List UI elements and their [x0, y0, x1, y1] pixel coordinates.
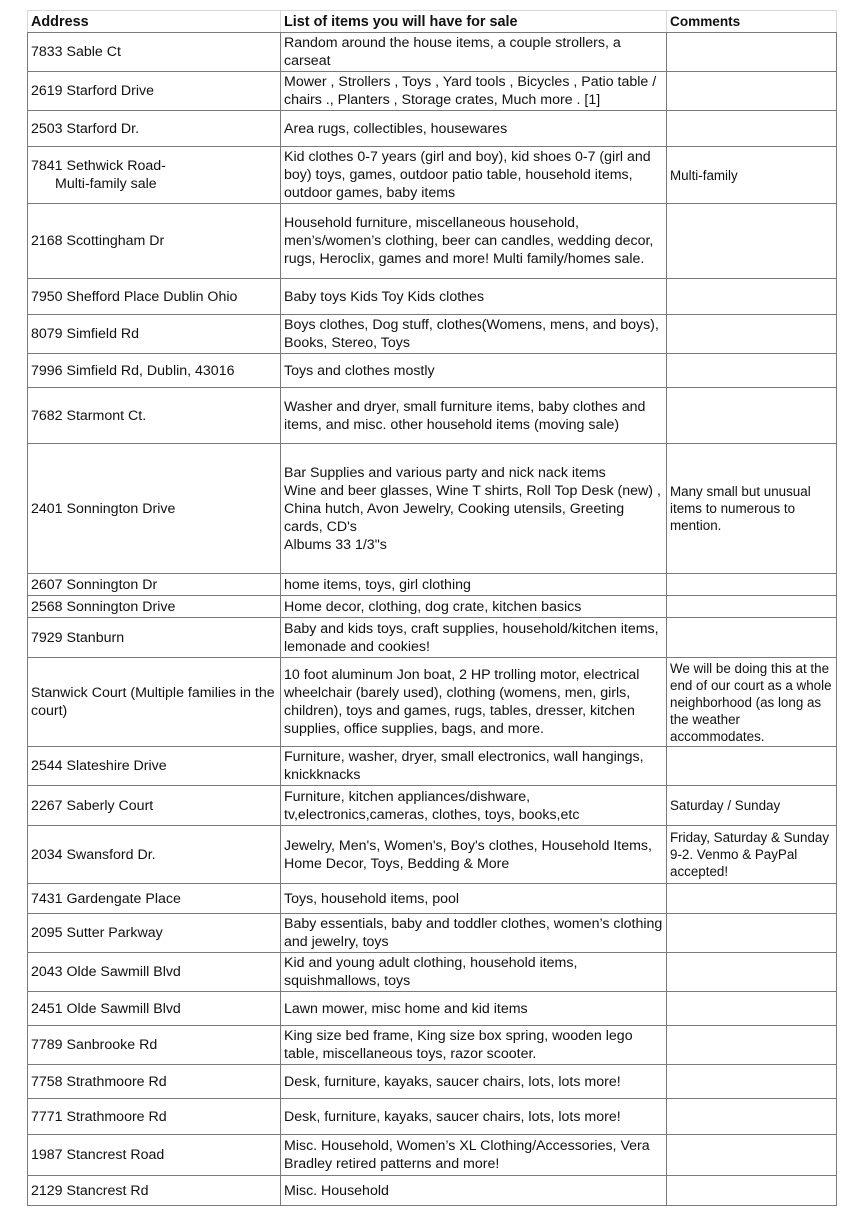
address-cell [28, 826, 281, 884]
address-text: Stanwick Court (Multiple families in the court) [31, 685, 275, 719]
table-row [28, 279, 837, 315]
address-text: 7841 Sethwick Road- [31, 158, 166, 174]
comments-cell [667, 72, 837, 111]
address-text: 2168 Scottingham Dr [31, 233, 165, 249]
header-address: Address [28, 11, 281, 33]
table-row [28, 658, 837, 747]
table-row [28, 1176, 837, 1206]
table-row [28, 884, 837, 914]
address-cell [28, 747, 281, 786]
address-cell [28, 574, 281, 596]
table-row [28, 388, 837, 444]
table-row [28, 444, 837, 574]
address-cell [28, 204, 281, 279]
address-text: 7758 Strathmoore Rd [31, 1073, 167, 1090]
comments-cell [667, 1176, 837, 1206]
table-row [28, 914, 837, 953]
table-row [28, 204, 837, 279]
items-cell: Household furniture, miscellaneous household, men’s/women’s clothing, beer can candles, wedding decor, rugs, Heroclix, games and more! Multi family/homes sale. [281, 204, 667, 279]
table-row [28, 747, 837, 786]
comments-cell [667, 204, 837, 279]
address-cell [28, 111, 281, 147]
address-cell [28, 72, 281, 111]
items-cell: Bar Supplies and various party and nick nack items Wine and beer glasses, Wine T shirts, Roll Top Desk (new) , China hutch, Avon Jewelry, Cooking utensils, Greeting cards, CD's Albums 33 1/3"s [281, 444, 667, 574]
header-items: List of items you will have for sale [281, 11, 667, 33]
address-cell [28, 992, 281, 1026]
address-text: 2267 Saberly Court [31, 797, 154, 814]
address-text: 2503 Starford Dr. [31, 120, 140, 137]
comments-cell [667, 596, 837, 618]
address-cell [28, 354, 281, 388]
comments-cell [667, 884, 837, 914]
items-cell: Home decor, clothing, dog crate, kitchen basics [281, 596, 667, 618]
table-row [28, 111, 837, 147]
address-text: 7929 Stanburn [31, 629, 125, 646]
items-cell: Random around the house items, a couple strollers, a carseat [281, 33, 667, 72]
address-subtext: Multi-family sale [55, 176, 157, 192]
address-cell [28, 147, 281, 204]
items-cell: Kid clothes 0-7 years (girl and boy), kid shoes 0-7 (girl and boy) toys, games, outdoor patio table, household items, outdoor games, baby items [281, 147, 667, 204]
items-cell: Mower , Strollers , Toys , Yard tools , Bicycles , Patio table / chairs ., Planters , Storage crates, Much more . [1] [281, 72, 667, 111]
table-row [28, 72, 837, 111]
table-row [28, 1135, 837, 1176]
address-text: 2451 Olde Sawmill Blvd [31, 1000, 181, 1017]
comments-cell [667, 315, 837, 354]
table-body [28, 33, 837, 1206]
items-cell: Baby and kids toys, craft supplies, household/kitchen items, lemonade and cookies! [281, 618, 667, 658]
address-cell [28, 1135, 281, 1176]
address-text: 7431 Gardengate Place [31, 890, 181, 907]
items-cell: Toys, household items, pool [281, 884, 667, 914]
address-text: 2607 Sonnington Dr [31, 576, 158, 593]
comments-cell: Multi-family [667, 147, 837, 204]
address-cell [28, 1099, 281, 1135]
table-row [28, 1026, 837, 1065]
table-row [28, 618, 837, 658]
items-cell: Toys and clothes mostly [281, 354, 667, 388]
comments-cell: Friday, Saturday & Sunday 9-2. Venmo & PayPal accepted! [667, 826, 837, 884]
comments-cell: We will be doing this at the end of our court as a whole neighborhood (as long as the weather accommodates. [667, 658, 837, 747]
address-text: 2619 Starford Drive [31, 83, 155, 99]
address-cell [28, 658, 281, 747]
address-text: 1987 Stancrest Road [31, 1147, 165, 1163]
items-cell: Jewelry, Men's, Women's, Boy's clothes, Household Items, Home Decor, Toys, Bedding & More [281, 826, 667, 884]
address-text: 2568 Sonnington Drive [31, 598, 176, 615]
items-cell: home items, toys, girl clothing [281, 574, 667, 596]
items-cell: Lawn mower, misc home and kid items [281, 992, 667, 1026]
comments-cell [667, 574, 837, 596]
comments-cell [667, 618, 837, 658]
address-cell [28, 786, 281, 826]
table-row [28, 354, 837, 388]
comments-cell: Many small but unusual items to numerous to mention. [667, 444, 837, 574]
items-cell: Furniture, washer, dryer, small electronics, wall hangings, knickknacks [281, 747, 667, 786]
address-text: 2034 Swansford Dr. [31, 846, 156, 863]
comments-cell: Saturday / Sunday [667, 786, 837, 826]
comments-cell [667, 111, 837, 147]
yard-sale-table [27, 10, 837, 1206]
comments-cell [667, 747, 837, 786]
address-text: 7950 Shefford Place Dublin Ohio [31, 288, 238, 305]
table-row [28, 786, 837, 826]
table-row [28, 992, 837, 1026]
address-text: 2401 Sonnington Drive [31, 500, 176, 517]
address-cell [28, 884, 281, 914]
comments-cell [667, 992, 837, 1026]
address-cell [28, 1065, 281, 1099]
address-text: 2544 Slateshire Drive [31, 758, 167, 774]
comments-cell [667, 33, 837, 72]
comments-cell [667, 1026, 837, 1065]
table-row [28, 1099, 837, 1135]
comments-cell [667, 953, 837, 992]
address-cell [28, 914, 281, 953]
items-cell: King size bed frame, King size box spring, wooden lego table, miscellaneous toys, razor scooter. [281, 1026, 667, 1065]
address-cell [28, 315, 281, 354]
table-row [28, 826, 837, 884]
address-text: 7771 Strathmoore Rd [31, 1108, 167, 1125]
table-row [28, 33, 837, 72]
comments-cell [667, 1065, 837, 1099]
address-text: 7682 Starmont Ct. [31, 407, 147, 424]
items-cell: Baby toys Kids Toy Kids clothes [281, 279, 667, 315]
comments-cell [667, 1099, 837, 1135]
items-cell: Baby essentials, baby and toddler clothes, women’s clothing and jewelry, toys [281, 914, 667, 953]
table-row [28, 574, 837, 596]
comments-cell [667, 279, 837, 315]
address-cell [28, 618, 281, 658]
comments-cell [667, 1135, 837, 1176]
items-cell: Furniture, kitchen appliances/dishware, tv,electronics,cameras, clothes, toys, books,etc [281, 786, 667, 826]
address-text: 2095 Sutter Parkway [31, 925, 163, 941]
address-cell [28, 1176, 281, 1206]
table-row [28, 315, 837, 354]
table-row [28, 1065, 837, 1099]
address-cell [28, 444, 281, 574]
items-cell: Washer and dryer, small furniture items, baby clothes and items, and misc. other household items (moving sale) [281, 388, 667, 444]
items-cell: 10 foot aluminum Jon boat, 2 HP trolling motor, electrical wheelchair (barely used), clothing (womens, men, girls, children), toys and games, rugs, tables, dresser, kitchen supplies, office supplies, bags, and more. [281, 658, 667, 747]
header-comments: Comments [667, 11, 837, 33]
items-cell: Misc. Household, Women’s XL Clothing/Accessories, Vera Bradley retired patterns and more! [281, 1135, 667, 1176]
address-text: 2043 Olde Sawmill Blvd [31, 964, 181, 980]
items-cell: Misc. Household [281, 1176, 667, 1206]
address-text: 8079 Simfield Rd [31, 326, 140, 342]
items-cell: Desk, furniture, kayaks, saucer chairs, lots, lots more! [281, 1099, 667, 1135]
address-cell [28, 33, 281, 72]
table-row [28, 953, 837, 992]
address-text: 7996 Simfield Rd, Dublin, 43016 [31, 362, 235, 379]
comments-cell [667, 388, 837, 444]
comments-cell [667, 354, 837, 388]
address-cell [28, 279, 281, 315]
table-row [28, 147, 837, 204]
items-cell: Kid and young adult clothing, household items, squishmallows, toys [281, 953, 667, 992]
address-cell [28, 953, 281, 992]
address-text: 2129 Stancrest Rd [31, 1182, 149, 1199]
items-cell: Area rugs, collectibles, housewares [281, 111, 667, 147]
comments-cell [667, 914, 837, 953]
items-cell: Boys clothes, Dog stuff, clothes(Womens, mens, and boys), Books, Stereo, Toys [281, 315, 667, 354]
address-text: 7833 Sable Ct [31, 44, 121, 60]
table-row [28, 596, 837, 618]
header-row [28, 11, 837, 33]
items-cell: Desk, furniture, kayaks, saucer chairs, lots, lots more! [281, 1065, 667, 1099]
address-cell [28, 388, 281, 444]
address-cell [28, 1026, 281, 1065]
address-cell [28, 596, 281, 618]
address-text: 7789 Sanbrooke Rd [31, 1037, 158, 1053]
